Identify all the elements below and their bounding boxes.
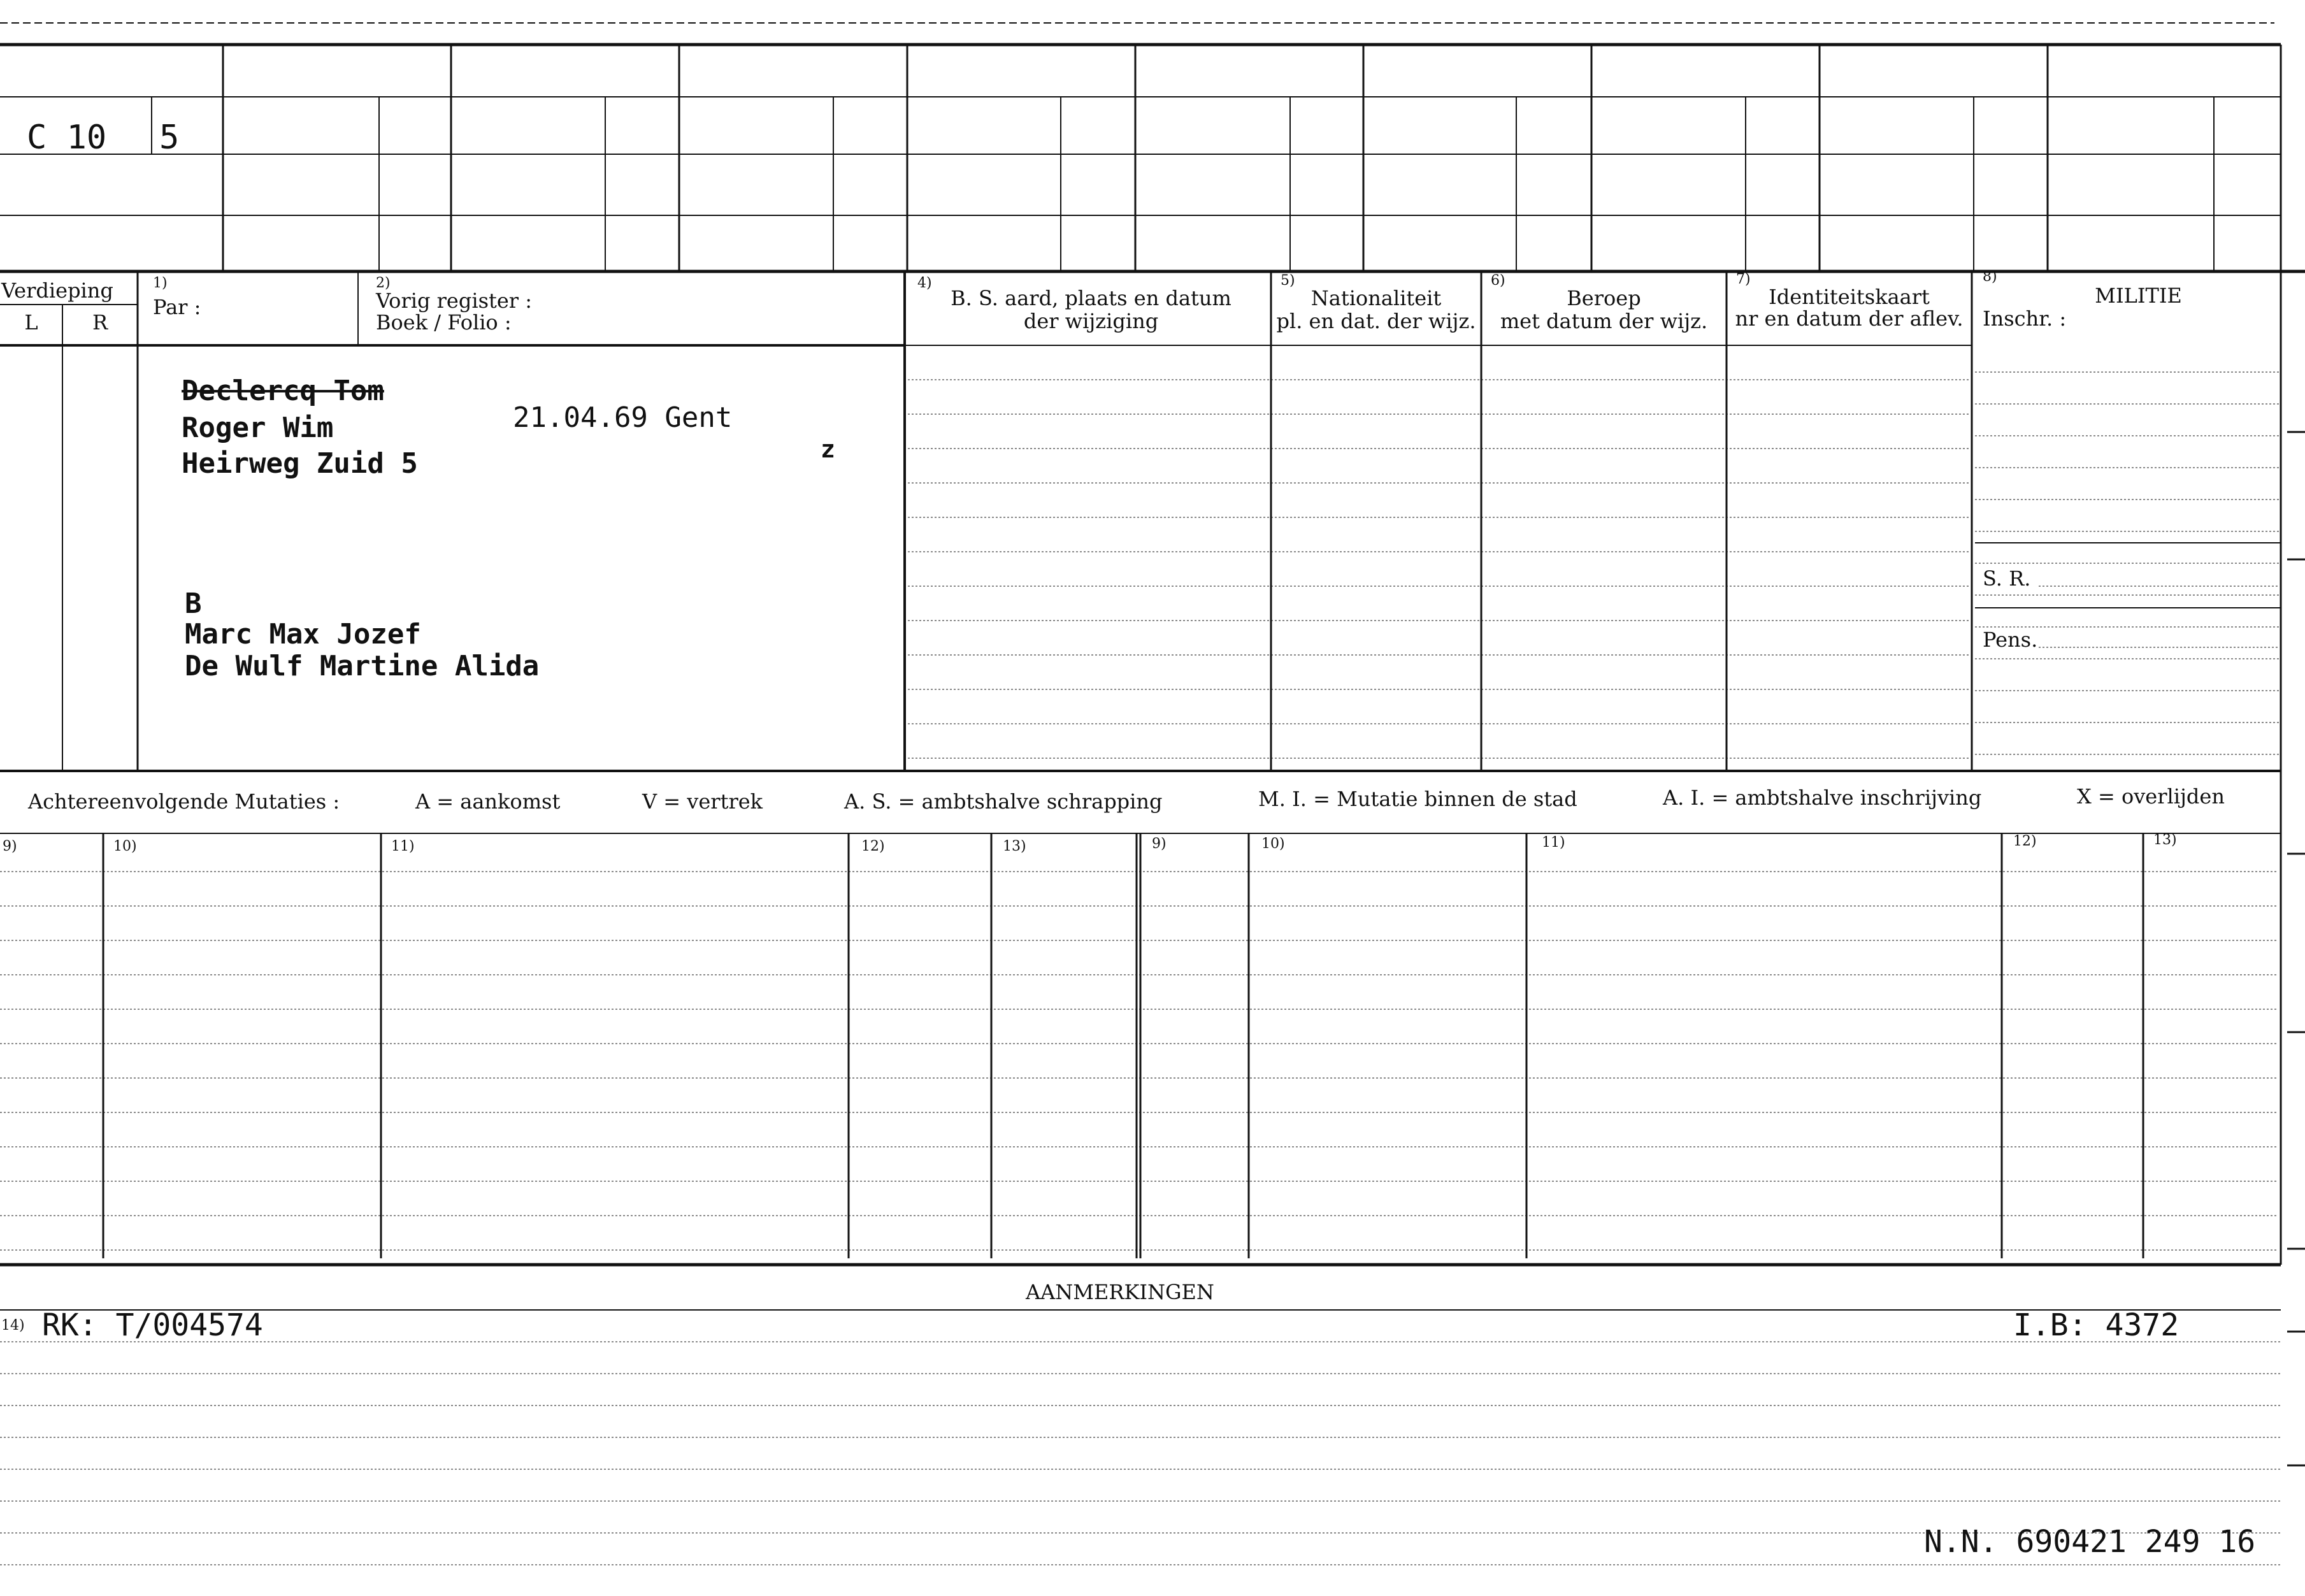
col-12a: 12) <box>861 838 885 854</box>
col-9b: 9) <box>1152 836 1167 852</box>
remarks-nn: N.N. 690421 249 16 <box>1924 1524 2256 1560</box>
remarks-rk: RK: T/004574 <box>42 1307 263 1343</box>
remarks-num: 14) <box>1 1318 25 1334</box>
parent-1: Marc Max Jozef <box>185 618 421 651</box>
h7-num: 7) <box>1736 271 1751 287</box>
par-label: Par : <box>153 295 201 319</box>
col-11b: 11) <box>1542 835 1565 851</box>
person-address: Heirweg Zuid 5 <box>182 447 418 480</box>
person-birth: 21.04.69 Gent <box>513 401 733 434</box>
nat-line1: Nationaliteit <box>1310 286 1442 310</box>
id-line2: nr en datum der aflev. <box>1735 306 1964 331</box>
h8-num: 8) <box>1983 269 1997 285</box>
mutatie-ai: A. I. = ambtshalve inschrijving <box>1663 786 1982 810</box>
mutatie-as: A. S. = ambtshalve schrapping <box>844 789 1163 814</box>
h6-num: 6) <box>1491 273 1505 289</box>
boek-folio-label: Boek / Folio : <box>376 310 512 334</box>
col-13b: 13) <box>2153 832 2177 848</box>
mutatie-mi: M. I. = Mutatie binnen de stad <box>1258 787 1577 811</box>
h5-num: 5) <box>1281 273 1295 289</box>
h2-num: 2) <box>376 275 391 291</box>
person-name-2: Roger Wim <box>182 412 334 444</box>
mutaties-title: Achtereenvolgende Mutaties : <box>28 789 340 814</box>
verdieping-label: Verdieping <box>1 278 113 303</box>
person-name-1: Declercq Tom <box>182 375 384 407</box>
code-c: C 10 <box>27 119 107 157</box>
col-10b: 10) <box>1261 836 1285 852</box>
col-13a: 13) <box>1003 838 1026 854</box>
militie-label: MILITIE <box>2095 284 2182 308</box>
sr-label: S. R. <box>1983 566 2031 591</box>
mutatie-v: V = vertrek <box>642 789 763 814</box>
person-mark: z <box>821 435 835 463</box>
col-11a: 11) <box>391 838 415 854</box>
beroep-line2: met datum der wijz. <box>1500 309 1708 333</box>
r-label: R <box>92 310 108 334</box>
parent-2: De Wulf Martine Alida <box>185 650 540 682</box>
col-10a: 10) <box>113 838 137 854</box>
col-12b: 12) <box>2013 833 2037 849</box>
nat-line2: pl. en dat. der wijz. <box>1276 309 1476 333</box>
mutatie-a: A = aankomst <box>415 789 561 814</box>
l-label: L <box>24 310 38 334</box>
id-line1: Identiteitskaart <box>1769 285 1930 309</box>
bs-line1: B. S. aard, plaats en datum <box>951 286 1231 310</box>
col-9a: 9) <box>3 838 17 854</box>
pens-label: Pens. <box>1983 628 2038 652</box>
inschr-label: Inschr. : <box>1983 306 2067 331</box>
h1-num: 1) <box>153 275 168 291</box>
mutatie-x: X = overlijden <box>2077 784 2225 809</box>
beroep-line1: Beroep <box>1567 286 1641 310</box>
b-label: B <box>185 587 202 620</box>
remarks-title: AANMERKINGEN <box>1026 1280 1214 1304</box>
bs-line2: der wijziging <box>1023 309 1159 333</box>
h4-num: 4) <box>917 275 932 291</box>
code-n: 5 <box>159 119 180 157</box>
vorig-register-label: Vorig register : <box>376 289 533 313</box>
remarks-ib: I.B: 4372 <box>2013 1307 2179 1343</box>
